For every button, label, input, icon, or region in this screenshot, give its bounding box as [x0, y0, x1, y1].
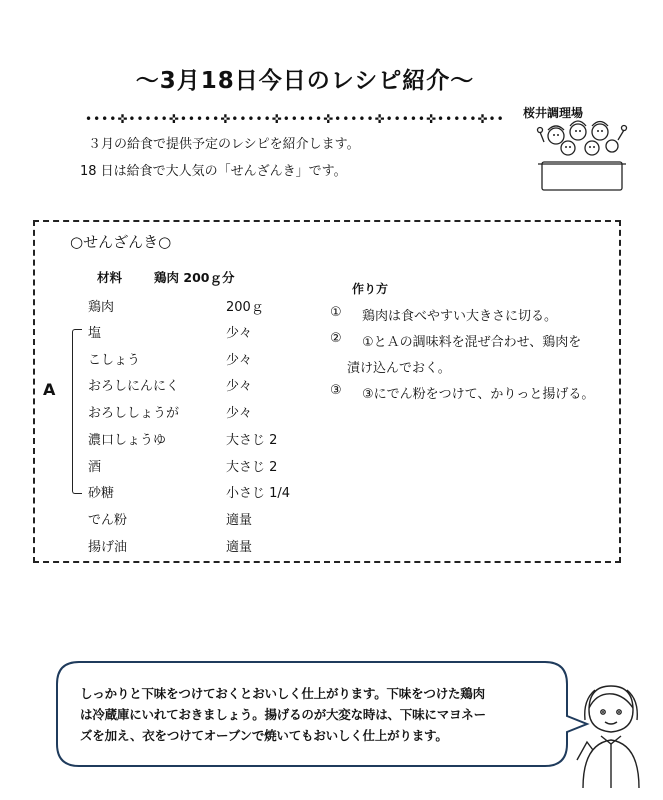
group-bracket	[72, 329, 82, 494]
ingredient-name: 濃口しょうゆ	[88, 433, 167, 448]
ingredient-row	[88, 349, 253, 368]
ingredient-row	[88, 375, 253, 394]
tip-line-1: しっかりと下味をつけておくとおいしく仕上がります。下味をつけた鶏肉	[80, 686, 485, 701]
page-title: ～3月18日今日のレシピ紹介～	[135, 68, 475, 94]
kitchen-name: 桜井調理場	[523, 106, 584, 120]
ingredient-name: 塩	[88, 326, 102, 341]
decorative-divider: ••••✜•••••✜•••••✜•••••✜•••••✜•••••✜•••••✜•••••✜••	[85, 112, 505, 126]
intro-line-1: ３月の給食で提供予定のレシピを紹介します。	[88, 137, 360, 152]
ingredient-row	[88, 509, 253, 528]
method-heading: 作り方	[352, 282, 389, 296]
ingredient-name: おろしにんにく	[88, 379, 180, 394]
tip-line-2: は冷蔵庫にいれておきましょう。揚げるのが大変な時は、下味にマヨネー	[80, 707, 486, 722]
step-number: ②	[330, 331, 342, 346]
ingredient-row	[88, 482, 291, 501]
tip-text	[80, 683, 550, 746]
step-number: ③	[330, 383, 342, 398]
intro-line-2: 18 日は給食で大人気の「せんざんき」です。	[80, 164, 347, 179]
kids-cooking-illustration	[536, 118, 628, 194]
ingredient-name: 砂糖	[88, 486, 115, 501]
ingredient-row	[88, 429, 278, 448]
ingredient-amount: 大さじ 2	[226, 460, 278, 475]
step-text-continued: 漬け込んでおく。	[347, 361, 451, 376]
step-text: ③にでん粉をつけて、かりっと揚げる。	[362, 387, 595, 402]
ingredient-row	[88, 322, 253, 341]
ingredient-name: 酒	[88, 460, 102, 475]
ingredient-row	[88, 456, 278, 475]
tip-line-3: ズを加え、衣をつけてオーブンで焼いてもおいしく仕上がります。	[80, 728, 448, 743]
ingredient-amount: 小さじ 1/4	[226, 486, 291, 501]
ingredient-amount: 少々	[226, 406, 253, 421]
ingredient-name: こしょう	[88, 353, 141, 368]
ingredient-amount: 少々	[226, 379, 253, 394]
ingredient-name: 揚げ油	[88, 540, 128, 555]
step-text: 鶏肉は食べやすい大きさに切る。	[362, 309, 558, 324]
ingredients-label: 材料	[97, 270, 123, 285]
ingredient-amount: 少々	[226, 353, 253, 368]
ingredient-row	[88, 536, 253, 555]
ingredient-name: でん粉	[88, 513, 128, 528]
serving-size: 鶏肉 200ｇ分	[154, 270, 235, 285]
ingredient-amount: 200ｇ	[226, 300, 264, 315]
ingredient-row	[88, 402, 253, 421]
recipe-title: ○せんざんき○	[70, 233, 172, 251]
ingredients-header	[97, 268, 234, 286]
ingredient-amount: 少々	[226, 326, 253, 341]
step-text: ①とＡの調味料を混ぜ合わせ、鶏肉を	[362, 335, 582, 350]
ingredient-amount: 適量	[226, 540, 253, 555]
group-a-label: A	[43, 380, 56, 399]
ingredient-amount: 大さじ 2	[226, 433, 278, 448]
ingredient-name: 鶏肉	[88, 300, 115, 315]
ingredient-row	[88, 296, 264, 315]
step-number: ①	[330, 305, 342, 320]
ingredient-amount: 適量	[226, 513, 253, 528]
cook-illustration	[575, 680, 645, 790]
ingredient-name: おろししょうが	[88, 406, 180, 421]
